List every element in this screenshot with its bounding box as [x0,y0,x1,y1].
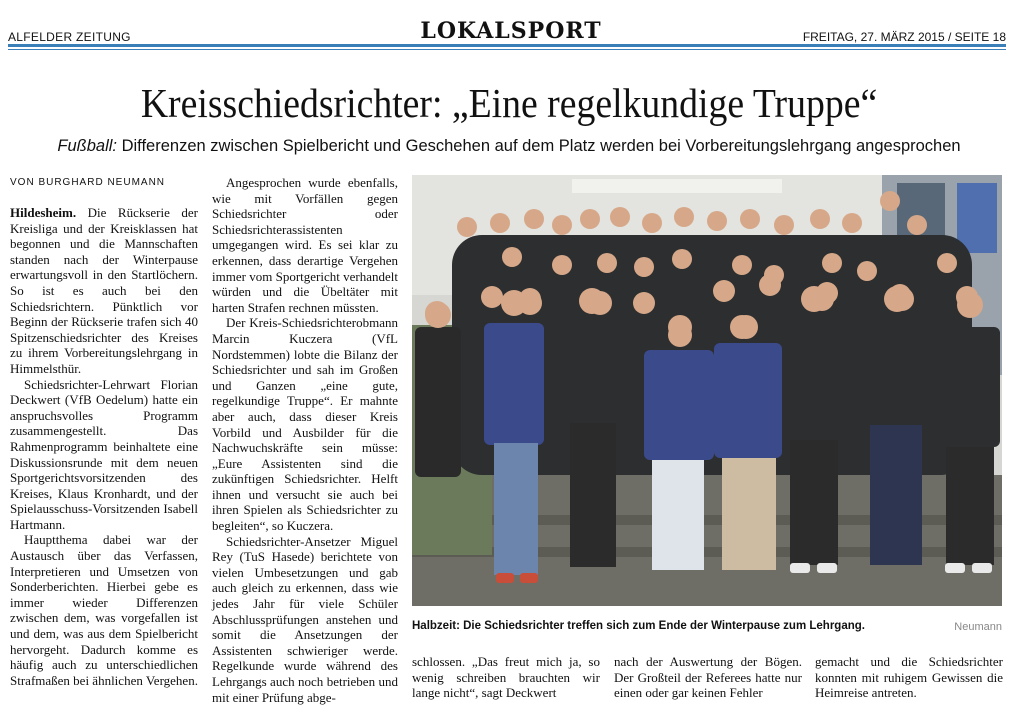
subhead-text: Differenzen zwischen Spielbericht und Geschehen auf dem Platz werden bei Vorbereitungslehrgang angesprochen [117,137,961,155]
paragraph: nach der Auswertung der Bögen. Der Großteil der Referees hatte nur einen oder gar keinen Fehler [614,654,802,701]
paragraph: Hauptthema dabei war der Austausch über das Verfassen, Interpretieren und Umsetzen von Sonderberichten. Hierbei gebe es immer wieder Differenzen zwischen dem, was vorgefallen ist und dem, was aus dem Spielbericht hervorgeht. Dadurch komme es häufig auch zu unterschiedlichen Strafmaßen bei ähnlichen Vergehen. [10,532,198,688]
masthead-rule-thin [8,49,1006,50]
date-and-page: FREITAG, 27. MÄRZ 2015 / SEITE 18 [802,30,1006,44]
paragraph: Schiedsrichter-Ansetzer Miguel Rey (TuS Hasede) berichtete von vielen Umbesetzungen und gab auch gleich zu erkennen, dass wie jedes Jahr für viele Schüler Abschlussprüfungen anstehen und somit die Ansetzungen der Assistenten schwieriger werde. Regelkunde wurde während des Lehrgangs auch noch betrieben und mit einer Prüfung abge- [212,533,398,705]
byline: VON BURGHARD NEUMANN [10,177,166,188]
article-column-4 [614,654,802,701]
subheadline [0,134,1018,158]
referees-group-photo-image [412,175,1002,606]
paragraph: Der Kreis-Schiedsrichterobmann Marcin Kuczera (VfL Nordstemmen) lobte die Bilanz der Schiedsrichter und sah im Großen und Ganzen „eine gute, regelkundige Truppe“. Er mahnte aber auch, dass dieser Kreis Vorbild und Ausbilder für die Nachwuchskräfte sein müsse: „Eure Assistenten sind die zukünftigen Schiedsrichter. Helft ihnen und versucht sie auch bei ihren Spielen als Schiedsrichter zu begleiten“, so Kuczera. [212,315,398,534]
dateline: Hildesheim. [10,205,77,220]
headline: Kreisschiedsrichter: „Eine regelkundige Truppe“ [140,80,878,126]
article-column-2 [212,175,398,705]
subhead-kicker: Fußball: [57,137,118,155]
paragraph: Hildesheim. Die Rückserie der Kreisliga und der Kreisklassen hat begonnen und die Mannschaften standen nach der Winterpause erwartungsvoll in den Startlöchern. So ist es auch bei den Schiedsrichtern. Pünktlich vor Beginn der Rückserie trafen sich 40 Spitzenschiedsrichter des Kreises zu ihrem Vorbereitungslehrgang in Himmelsthür. [10,205,198,376]
paragraph: Schiedsrichter-Lehrwart Florian Deckwert (VfB Oedelum) hatte ein anspruchsvolles Programm zusammengestellt. Das Rahmenprogramm beinhaltete eine Diskussionsrunde mit dem neuen Sportgerichtsvorsitzenden des Kreises, Klaus Kronhardt, und der Spielausschuss-Vorsitzenden Isabell Hartmann. [10,376,198,532]
paragraph: schlossen. „Das freut mich ja, so wenig schreiben brauchten wir lange nicht“, sagt Deckwert [412,654,600,701]
section-title: LOKALSPORT [420,18,602,44]
masthead-rule [8,44,1006,47]
paragraph: Angesprochen wurde ebenfalls, wie mit Vorfällen gegen Schiedsrichter oder Schiedsrichterassistenten umgegangen wird. Es sei klar zu erkennen, dass derartige Vergehen immer vom Sportgericht verhandelt würden und die Übeltäter mit harten Strafen rechnen müssten. [212,175,398,315]
group-photo [412,175,1002,606]
newspaper-name: ALFELDER ZEITUNG [8,30,131,44]
photo-caption: Halbzeit: Die Schiedsrichter treffen sich zum Ende der Winterpause zum Lehrgang. [412,620,865,632]
article-column-3 [412,654,600,701]
masthead [8,18,1006,44]
article-column-5 [815,654,1003,701]
photo-credit: Neumann [954,621,1002,633]
article-column-1 [10,205,198,688]
paragraph: gemacht und die Schiedsrichter konnten mit ruhigem Gewissen die Heimreise antreten. [815,654,1003,701]
